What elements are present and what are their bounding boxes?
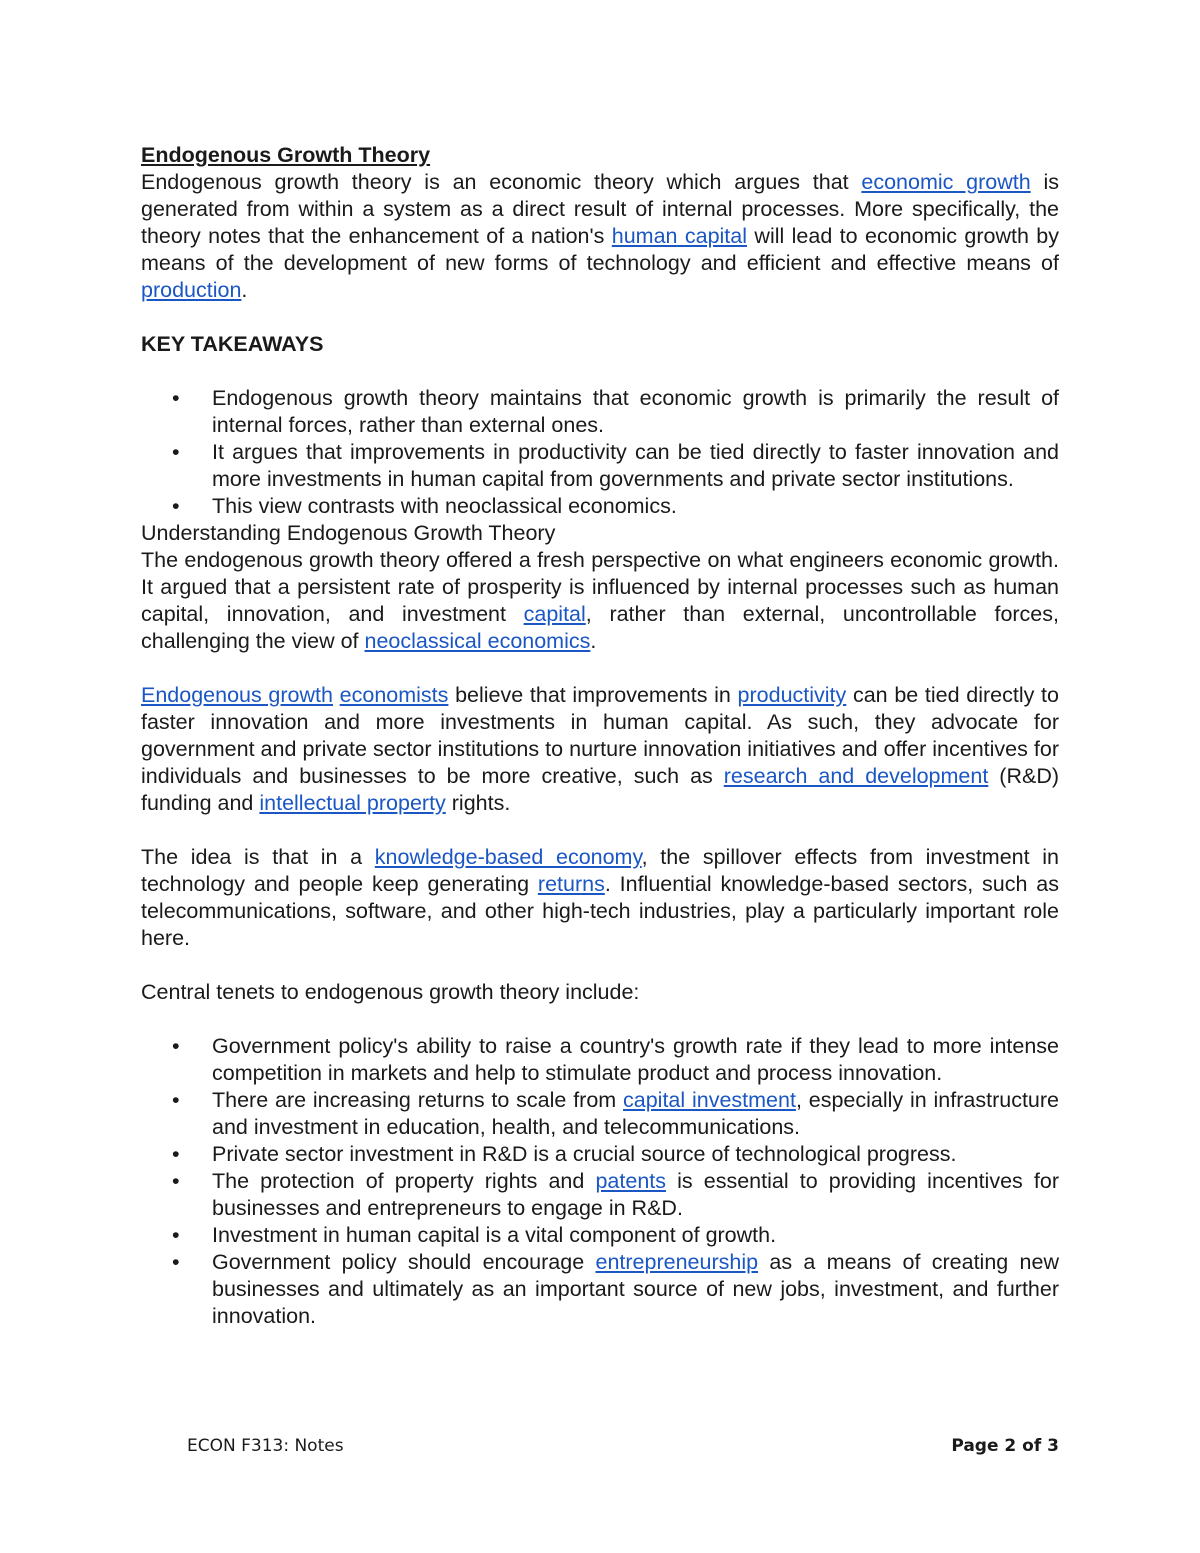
spacer [141, 952, 1059, 979]
footer-page-number: Page 2 of 3 [951, 1436, 1059, 1456]
link-capital[interactable]: capital [523, 602, 586, 626]
link-endogenous-growth[interactable]: Endogenous growth [141, 683, 333, 707]
list-item-text: Government policy's ability to raise a country's growth rate if they lead to more intense competition in markets and help to stimulate product and process innovation. [212, 1034, 1059, 1085]
link-research-and-development[interactable]: research and development [723, 764, 989, 788]
intro-text-3: will lead to economic growth by means of the development of new forms of technology and efficient and effective means of [141, 224, 1059, 275]
link-economic-growth[interactable]: economic growth [861, 170, 1031, 194]
bullet-icon: • [172, 494, 180, 518]
knowledge-economy-paragraph [141, 844, 1059, 952]
link-capital-investment[interactable]: capital investment [623, 1088, 796, 1112]
para2-text-4: (R&D) funding and [141, 764, 1060, 815]
link-productivity[interactable]: productivity [737, 683, 847, 707]
spacer [141, 817, 1059, 844]
list-item-text: Private sector investment in R&D is a crucial source of technological progress. [212, 1142, 957, 1166]
list-item-text: There are increasing returns to scale from [212, 1088, 624, 1112]
document-title: Endogenous Growth Theory [141, 143, 431, 167]
link-human-capital[interactable]: human capital [611, 224, 748, 248]
list-item-text: This view contrasts with neoclassical economics. [212, 494, 677, 518]
list-item-text: Investment in human capital is a vital component of growth. [212, 1223, 777, 1247]
list-item [141, 1168, 1059, 1222]
link-patents[interactable]: patents [595, 1169, 666, 1193]
list-item [141, 385, 1059, 439]
spacer [141, 304, 1059, 331]
list-item [141, 1249, 1059, 1330]
link-economists[interactable]: economists [339, 683, 449, 707]
link-knowledge-based-economy[interactable]: knowledge-based economy [374, 845, 642, 869]
understanding-text-1: The endogenous growth theory offered a fresh perspective on what engineers economic growth. It argued that a persistent rate of prosperity is influenced by internal processes such as human capital, innovation, and investment [141, 548, 1059, 626]
bullet-icon: • [172, 1142, 180, 1166]
list-item [141, 1222, 1059, 1249]
page-content [141, 142, 1059, 1330]
intro-text-2: is generated from within a system as a direct result of internal processes. More specifically, the theory notes that the enhancement of a nation's [141, 170, 1059, 248]
para2-text-3: can be tied directly to faster innovation and more investments in human capital. As such, they advocate for government and private sector institutions to nurture innovation initiatives and offer incentives for individuals and businesses to be more creative, such as [141, 683, 1059, 788]
tenets-intro: Central tenets to endogenous growth theory include: [141, 980, 640, 1004]
understanding-text-2: , rather than external, uncontrollable forces, challenging the view of [141, 602, 1059, 653]
tenets-list [141, 1033, 1059, 1330]
list-item [141, 1141, 1059, 1168]
list-item [141, 1033, 1059, 1087]
list-item-text: as a means of creating new businesses and ultimately as an important source of new jobs, investment, and further innovation. [212, 1250, 1059, 1328]
spacer [141, 1006, 1059, 1033]
spacer [141, 358, 1059, 385]
list-item-text: is essential to providing incentives for businesses and entrepreneurs to engage in R&D. [212, 1169, 1059, 1220]
economists-paragraph [141, 682, 1059, 817]
intro-text-4: . [241, 278, 248, 302]
list-item [141, 1087, 1059, 1141]
understanding-text-3: . [590, 629, 597, 653]
list-item-text: , especially in infrastructure and investment in education, health, and telecommunications. [212, 1088, 1059, 1139]
link-neoclassical-economics[interactable]: neoclassical economics [364, 629, 591, 653]
bullet-icon: • [172, 1169, 180, 1193]
link-returns[interactable]: returns [537, 872, 605, 896]
understanding-heading: Understanding Endogenous Growth Theory [141, 521, 556, 545]
key-takeaways-list [141, 385, 1059, 520]
para3-text-3: . Influential knowledge-based sectors, such as telecommunications, software, and other high-tech industries, play a particularly important role here. [141, 872, 1060, 950]
list-item-text: Endogenous growth theory maintains that economic growth is primarily the result of internal forces, rather than external ones. [212, 386, 1059, 437]
intro-text-1: Endogenous growth theory is an economic theory which argues that [141, 170, 862, 194]
spacer [141, 655, 1059, 682]
para3-text-1: The idea is that in a [141, 845, 375, 869]
list-item [141, 439, 1059, 493]
bullet-icon: • [172, 1034, 180, 1058]
list-item-text: The protection of property rights and [212, 1169, 596, 1193]
list-item-text: It argues that improvements in productivity can be tied directly to faster innovation and more investments in human capital from governments and private sector institutions. [212, 440, 1059, 491]
bullet-icon: • [172, 1088, 180, 1112]
bullet-icon: • [172, 1223, 180, 1247]
key-takeaways-heading: KEY TAKEAWAYS [141, 332, 324, 356]
understanding-paragraph [141, 547, 1059, 655]
para2-text-1 [333, 683, 340, 707]
link-production[interactable]: production [141, 278, 242, 302]
para2-text-5: rights. [445, 791, 511, 815]
bullet-icon: • [172, 1250, 180, 1274]
para2-text-2: believe that improvements in [448, 683, 738, 707]
list-item-text: Government policy should encourage [212, 1250, 596, 1274]
para3-text-2: , the spillover effects from investment in technology and people keep generating [141, 845, 1059, 896]
list-item [141, 493, 1059, 520]
footer-course: ECON F313: Notes [187, 1436, 344, 1456]
bullet-icon: • [172, 440, 180, 464]
intro-paragraph [141, 169, 1059, 304]
link-entrepreneurship[interactable]: entrepreneurship [595, 1250, 759, 1274]
link-intellectual-property[interactable]: intellectual property [259, 791, 446, 815]
bullet-icon: • [172, 386, 180, 410]
